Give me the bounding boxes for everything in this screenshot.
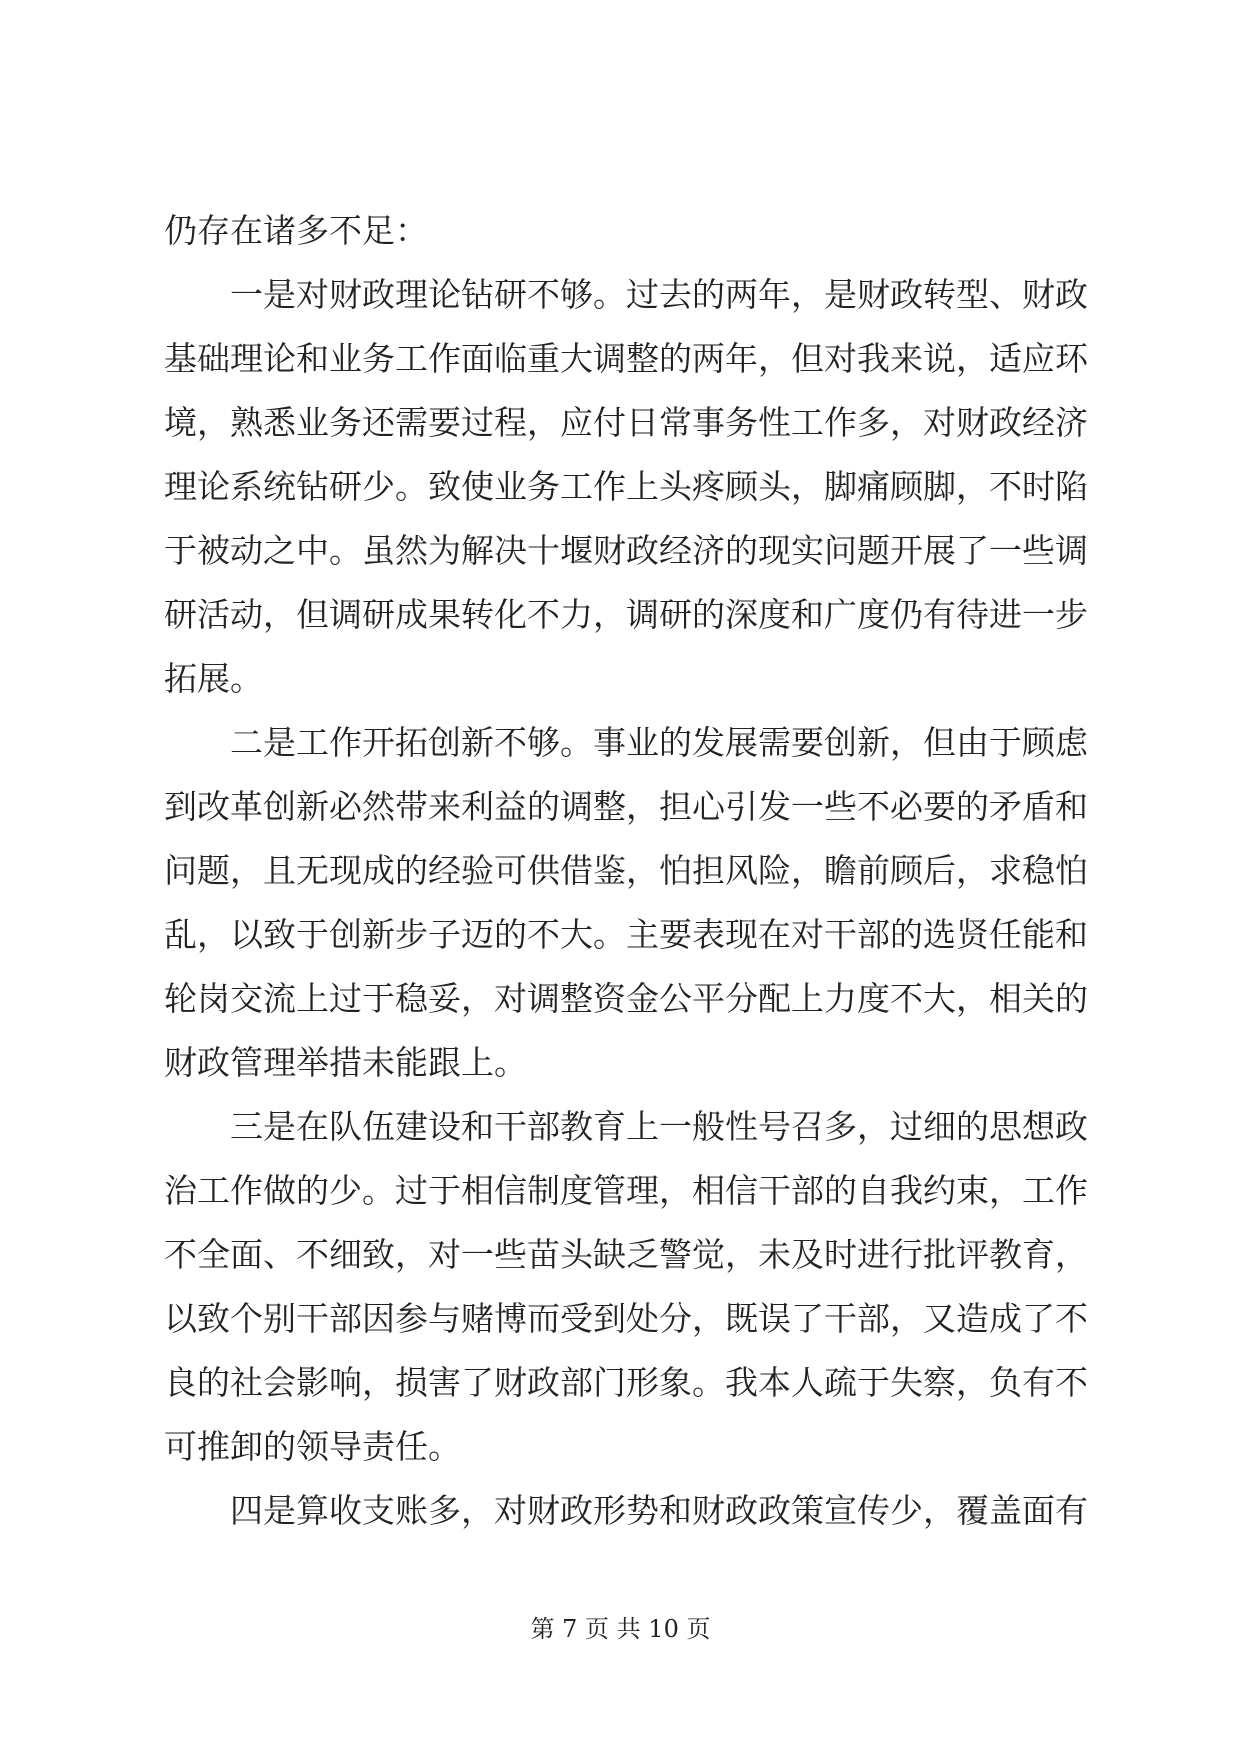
text-line: 仍存在诸多不足： — [164, 211, 428, 250]
text-line: 可推卸的领导责任。 — [164, 1427, 461, 1466]
paragraph-first-line: 一是对财政理论钻研不够。过去的两年，是财政转型、财政 — [230, 275, 1088, 314]
page-number-footer: 第 7 页 共 10 页 — [530, 1615, 711, 1643]
text-line: 财政管理举措未能跟上。 — [164, 1043, 527, 1082]
text-line: 于被动之中。虽然为解决十堰财政经济的现实问题开展了一些调 — [164, 531, 1088, 570]
text-line: 不全面、不细致，对一些苗头缺乏警觉，未及时进行批评教育， — [164, 1235, 1088, 1274]
text-line: 以致个别干部因参与赌博而受到处分，既误了干部，又造成了不 — [164, 1299, 1088, 1338]
document-body — [164, 199, 1088, 1543]
text-line: 拓展。 — [164, 659, 263, 698]
paragraph-first-line: 二是工作开拓创新不够。事业的发展需要创新，但由于顾虑 — [230, 723, 1088, 762]
text-line: 理论系统钻研少。致使业务工作上头疼顾头，脚痛顾脚，不时陷 — [164, 467, 1088, 506]
paragraph-first-line: 四是算收支账多，对财政形势和财政政策宣传少，覆盖面有 — [230, 1491, 1088, 1530]
text-line: 问题，且无现成的经验可供借鉴，怕担风险，瞻前顾后，求稳怕 — [164, 851, 1088, 890]
text-line: 治工作做的少。过于相信制度管理，相信干部的自我约束，工作 — [164, 1171, 1088, 1210]
text-line: 研活动，但调研成果转化不力，调研的深度和广度仍有待进一步 — [164, 595, 1088, 634]
text-line: 基础理论和业务工作面临重大调整的两年，但对我来说，适应环 — [164, 339, 1088, 378]
text-line: 乱，以致于创新步子迈的不大。主要表现在对干部的选贤任能和 — [164, 915, 1088, 954]
paragraph-first-line: 三是在队伍建设和干部教育上一般性号召多，过细的思想政 — [230, 1107, 1088, 1146]
text-line: 境，熟悉业务还需要过程，应付日常事务性工作多，对财政经济 — [164, 403, 1088, 442]
text-line: 良的社会影响，损害了财政部门形象。我本人疏于失察，负有不 — [164, 1363, 1088, 1402]
text-line: 轮岗交流上过于稳妥，对调整资金公平分配上力度不大，相关的 — [164, 979, 1088, 1018]
text-line: 到改革创新必然带来利益的调整，担心引发一些不必要的矛盾和 — [164, 787, 1088, 826]
